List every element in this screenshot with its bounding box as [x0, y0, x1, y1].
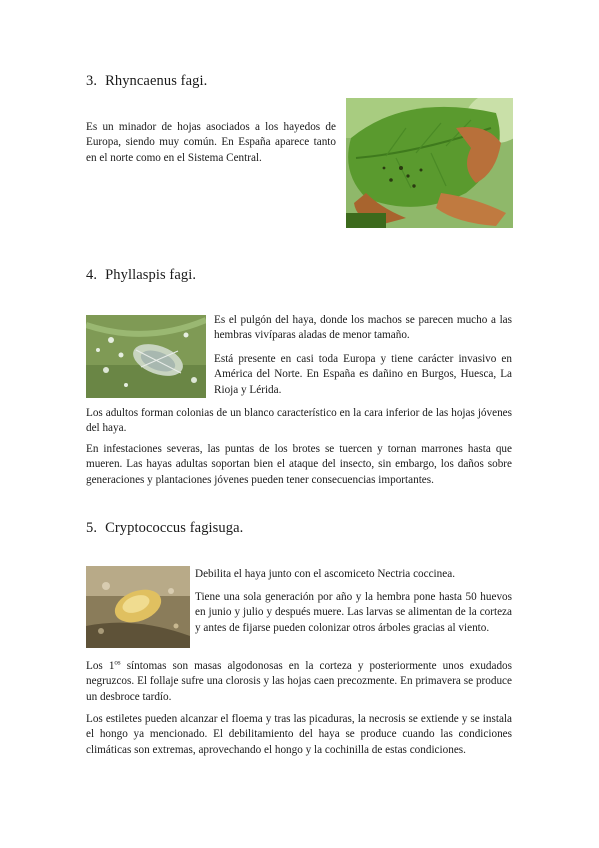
section-5-paragraph-3-rest: síntomas son masas algodonosas en la corteza y posteriormente unos exudados negruzcos. El follaje sufre una clorosis y las hojas caen precozmente. En primavera se produce un desbroce tardío. [86, 660, 513, 703]
section-5-paragraph-3-start: Los 1 [86, 660, 115, 672]
section-3-paragraph-1: Es un minador de hojas asociados a los hayedos de Europa, siendo muy común. En España aparece tanto en el norte como en el Sistema Central. [86, 121, 336, 164]
section-4-paragraph-1: Es el pulgón del haya, donde los machos se parecen mucho a las hembras vivíparas aladas de menor tamaño. [214, 314, 512, 342]
section-5-paragraph-3 [86, 659, 512, 705]
section-4-heading [86, 267, 196, 284]
section-3-title: Rhyncaenus fagi. [105, 73, 208, 89]
section-4-number: 4. [86, 267, 98, 283]
section-5-paragraph-4: Los estiletes pueden alcanzar el floema y tras las picaduras, la necrosis se extiende y se instala el hongo ya mencionado. El debilitamiento del haya se produce cuando las condiciones climáticas son extremas, aprovechando el hongo y la cochinilla de estas condiciones. [86, 713, 512, 756]
section-3-heading [86, 73, 207, 90]
beech-aphid-photo [86, 315, 206, 398]
section-5-heading [86, 520, 243, 537]
section-5-title: Cryptococcus fagisuga. [105, 520, 244, 536]
section-4-paragraph-4: En infestaciones severas, las puntas de los brotes se tuercen y tornan marrones hasta que mueren. Las hayas adultas soportan bien el ataque del insecto, sin embargo, los daños sobre generaciones y plantaciones jóvenes pueden tener consecuencias importantes. [86, 443, 512, 486]
section-4-paragraph-2: Está presente en casi toda Europa y tiene carácter invasivo en América del Norte. En España es dañino en Burgos, Huesca, La Rioja y Lérida. [214, 353, 512, 396]
section-5-paragraph-2: Tiene una sola generación por año y la hembra pone hasta 50 huevos en junio y julio y después muere. Las larvas se alimentan de la corteza y antes de fijarse pueden colonizar otros árboles gracias al viento. [195, 591, 512, 634]
section-3-number: 3. [86, 73, 98, 89]
section-4-title: Phyllaspis fagi. [105, 267, 197, 283]
section-5-number: 5. [86, 520, 98, 536]
ordinal-superscript: os [114, 658, 121, 667]
section-5-paragraph-1: Debilita el haya junto con el ascomiceto Nectria coccinea. [195, 568, 455, 580]
section-4-paragraph-3: Los adultos forman colonias de un blanco característico en la cara inferior de las hojas jóvenes del haya. [86, 407, 512, 435]
beech-leaf-miner-photo [346, 98, 513, 228]
beech-scale-insect-photo [86, 566, 190, 648]
